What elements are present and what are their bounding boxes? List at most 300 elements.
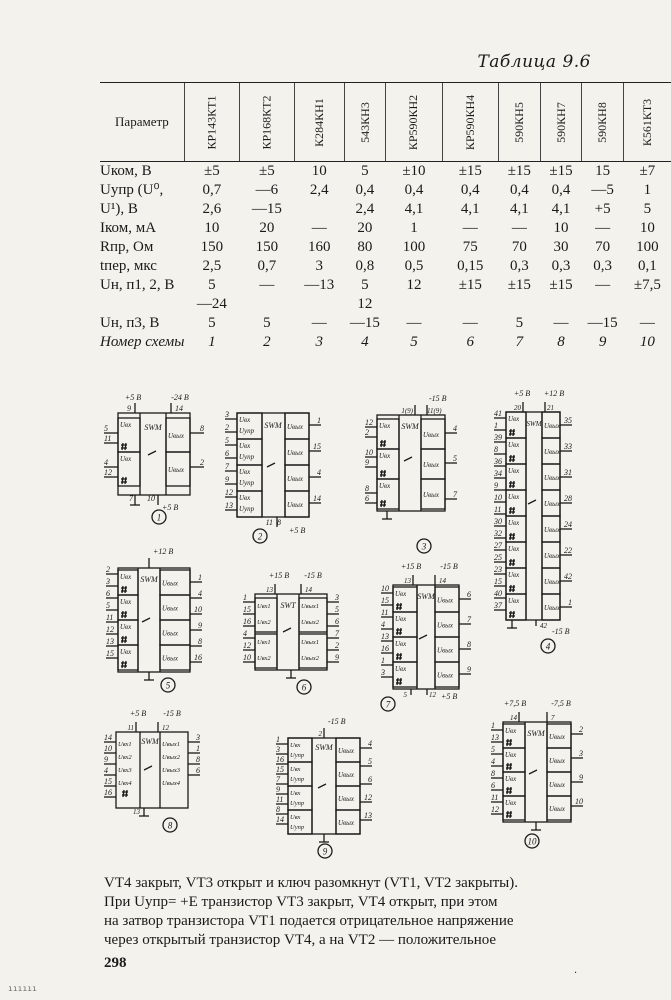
pin-number: 9 [225,475,229,484]
scheme-number: 7 [385,699,391,710]
output-label: Uвых [544,552,560,560]
diagram-label: Uвх [290,742,301,749]
cell-value: ±15 [549,163,573,179]
diagram-label: Uвых2 [301,619,320,626]
output-label: Uвых [423,461,439,469]
diagram-label: 12 [429,691,436,699]
chip-type: SWM [401,422,419,431]
hatch-symbol [384,470,385,477]
diagram-label: 14 [439,577,446,585]
input-label: Uвх [395,590,407,598]
pin-number: 13 [364,811,372,820]
hatch-symbol [400,628,401,635]
pin-number: 2 [579,725,583,734]
switch-symbol [528,500,536,504]
diagram-label: Uвх1 [118,741,132,748]
row-label: Uком, В [100,163,152,179]
input-label: Uвх [379,482,391,490]
pin-number: 8 [276,805,280,814]
hatch-symbol [397,628,398,635]
output-label: Uвых [437,596,453,605]
pin-number: 5 [225,436,229,445]
pin-number: 8 [491,769,495,778]
output-label: Uвых [162,629,178,638]
diagram-label: 42 [540,622,547,630]
diagram-label: Uвх1 [257,639,271,646]
cell-value: 0,3 [509,258,529,274]
pin-number: 5 [106,601,110,610]
cell-value: —15 [251,201,282,217]
cell-value: — [462,220,478,236]
output-label: Uвых [287,423,303,431]
column-header [624,83,671,162]
pin-number: 12 [225,488,233,497]
column-header-label: КР590КН2 [406,94,421,150]
cell-value: 0,3 [551,258,571,274]
output-label: Uвых [549,781,565,789]
output-label: Uвых [162,654,178,663]
pin-number: 9 [198,621,202,630]
pin-number: 7 [225,462,229,471]
cell-value: 12 [357,296,373,312]
pin-number: 4 [368,739,372,748]
scheme-number: 5 [410,334,418,350]
input-label: Uвх [508,519,520,527]
diagram-label: Uвх [290,814,301,821]
cell-value: 10 [639,220,655,236]
cell-value: 5 [208,315,216,331]
diagram-label: Uупр [290,776,305,783]
pin-number: 3 [579,749,583,758]
diagram-label: Uвх [239,468,251,476]
hatch-symbol [513,585,514,592]
output-label: Uвых [287,449,303,457]
column-header-label: КР168КТ2 [259,94,274,150]
pin-number: 10 [147,494,155,503]
pin-number: 13 [106,637,114,646]
pin-number: 6 [491,781,495,790]
scheme-number: 2 [263,334,271,350]
diagram-label: -15 В [328,717,346,726]
diagram-label: 12 [162,724,169,732]
cell-value: 5 [263,315,271,331]
cell-value: 12 [406,277,422,293]
pin-number: 3 [106,577,110,586]
cell-value: 0,15 [457,258,484,274]
cell-value: 20 [259,220,275,236]
hatch-symbol [510,811,511,818]
output-label: Uвых [437,646,453,655]
table-caption: Таблица 9.6 [477,52,591,72]
hatch-symbol [125,586,126,593]
diagram-label: +5 В [289,526,306,535]
output-label: Uвых [287,501,303,509]
output-label: Uвых [544,474,560,482]
pin-number: 10 [365,448,373,457]
pin-number: 4 [317,468,321,477]
hatch-symbol [510,455,511,462]
cell-value: 5 [361,163,369,179]
pin-number: 9 [276,785,280,794]
cell-value: 0,5 [404,258,424,274]
output-label: Uвых [338,819,354,827]
cell-value: 30 [553,239,569,255]
pin-number: 22 [564,546,572,555]
column-header-label: 590КН8 [595,101,610,143]
pin-number: 6 [196,766,200,775]
pin-number: 12 [243,641,251,650]
pin-number: 4 [381,620,385,629]
pin-number: 4 [198,589,202,598]
pin-number: 7 [276,775,280,784]
pin-number: 10 [243,653,251,662]
cell-value: ±10 [402,163,426,179]
switch-symbol [318,784,326,788]
switch-symbol [144,766,152,770]
input-label: Uвх [505,775,517,783]
row-label: Uн, п3, В [100,315,160,331]
diagram-label: -15 В [163,709,181,718]
hatch-symbol [513,559,514,566]
pin-number: 16 [104,788,112,797]
pin-number: 16 [243,617,251,626]
diagram-label: 13 [404,577,411,585]
hatch-symbol [400,603,401,610]
cell-value: 0,3 [593,258,613,274]
hatch-symbol [513,429,514,436]
diagram-label: Uвх4 [118,780,132,787]
pin-number: 39 [494,433,502,442]
pin-number: 10 [194,605,202,614]
cell-value [624,295,671,314]
chip-type: SWM [527,729,545,738]
diagram-label: 11(9) [427,407,442,415]
diagram-label: 13 [266,586,273,594]
hatch-symbol [507,811,508,818]
pin-number: 30 [494,517,502,526]
pin-number: 10 [494,493,502,502]
cell-value: — [259,277,275,293]
output-label: Uвых [287,475,303,483]
hatch-symbol [510,559,511,566]
scheme-number: 9 [598,334,607,350]
switch-symbol [419,635,427,639]
diagram-label: Uупр [239,427,255,435]
input-label: Uвх [508,571,520,579]
diagram-label: Uупр [239,479,255,487]
pin-number: 15 [313,442,321,451]
cell-value: — [311,220,327,236]
cell-value: 10 [204,220,220,236]
pin-number: 24 [564,520,572,529]
pin-number: 6 [106,589,110,598]
input-label: Uвх [508,467,520,475]
diagram-label: Uупр [290,800,305,807]
pin-number: 5 [453,454,457,463]
output-label: Uвых [544,422,560,430]
hatch-symbol [510,787,511,794]
output-label: Uвых [544,604,560,612]
chip-type: SWM [264,421,282,430]
pin-number: 9 [494,481,498,490]
diagram-label: Uвх [290,766,301,773]
cell-value: 1 [643,182,652,198]
pin-number: 32 [494,529,502,538]
output-label: Uвых [437,671,453,680]
input-label: Uвх [505,799,517,807]
chip-type: SWM [417,592,435,601]
output-label: Uвых [437,621,453,630]
column-header-label: КР143КТ1 [204,94,219,150]
switch-symbol [283,628,291,632]
cell-value: ±7 [639,163,656,179]
cell-value: —15 [587,315,618,331]
diagram-label: Uупр [290,752,305,759]
pin-number: 2 [200,458,204,467]
pin-number: 33 [564,442,572,451]
hatch-symbol [400,678,401,685]
pin-number: 8 [494,445,498,454]
scheme-number: 10 [639,334,655,350]
hatch-symbol [507,763,508,770]
pin-number: 11 [276,795,284,804]
input-label: Uвх [120,573,132,581]
diagram-label: 21 [547,404,554,412]
scheme-number: 6 [466,334,475,350]
diagram-label: Uвх [239,494,251,502]
input-label: Uвх [120,623,132,631]
scheme-number: 1 [208,334,216,350]
pin-number: 11 [494,505,502,514]
cell-value: 1 [410,220,418,236]
pin-number: 15 [243,605,251,614]
pin-number: 1 [491,721,495,730]
diagram-label: Uвых3 [162,767,181,774]
pin-number: 2 [225,423,229,432]
diagram-label: +15 В [268,571,290,580]
scheme-number: 2 [257,531,263,542]
output-label: Uвых [162,579,178,588]
cell-value: 2,5 [202,258,222,274]
diagram-label: +7,5 В [503,699,527,708]
pin-number: 3 [335,593,339,602]
cell-value: 5 [515,315,524,331]
input-label: Uвх [395,665,407,673]
cell-value: 4,1 [509,201,529,217]
switch-symbol [148,451,156,455]
body-line: VT4 закрыт, VT3 открыт и ключ разомкнут (VT1, VT2 закрыты). [104,875,518,891]
diagram-label: Uвх [290,790,301,797]
input-label: Uвх [508,493,520,501]
diagram-label: -15 В [552,627,570,636]
output-label: Uвых [544,448,560,456]
diagram-label: Uвых2 [301,655,320,662]
pin-number: 9 [365,458,369,467]
output-label: Uвых [544,526,560,534]
cell-value: 4,1 [460,201,480,217]
output-label: Uвых [338,795,354,803]
cell-value: 10 [553,220,569,236]
diagram-label: 1(9) [401,407,413,415]
chip-type: SWM [144,423,162,432]
diagram-label: Uвых4 [162,780,181,787]
pin-number: 8 [198,637,202,646]
input-label: Uвх [505,727,517,735]
diagram-label: Uвых1 [301,603,320,610]
hatch-symbol [507,787,508,794]
cell-value: 4,1 [551,201,571,217]
pin-number: 5 [491,745,495,754]
pin-number: 2 [365,428,369,437]
cell-value: 4,1 [404,201,424,217]
pin-number: 5 [368,757,372,766]
diagram-label: +5 В [513,389,531,398]
pin-number: 11 [104,434,112,443]
pin-number: 3 [381,668,385,677]
cell-value: 70 [595,239,611,255]
input-label: Uвх [379,422,391,430]
switch-symbol [142,618,150,622]
hatch-symbol [510,739,511,746]
hatch-symbol [384,500,385,507]
pin-number: 3 [276,745,280,754]
cell-value: —6 [255,182,279,198]
input-label: Uвх [379,452,391,460]
hatch-symbol [122,586,123,593]
pin-number: 7 [453,490,457,499]
diagram-label: +12 В [153,547,174,556]
cell-value: — [595,277,611,293]
cell-value: 5 [643,201,652,217]
cell-value: ±15 [458,277,482,293]
diagram-label: 13 [133,808,140,816]
row-label: Rпр, Ом [100,239,154,255]
pin-number: 6 [225,449,229,458]
pin-number: 9 [104,755,108,764]
pin-number: 2 [335,641,339,650]
diagram-label: -15 В [440,562,458,571]
pin-number: 14 [104,733,112,742]
pin-number: 1 [196,744,200,753]
cell-value: 0,7 [257,258,277,274]
pin-number: 3 [196,733,200,742]
diagram-label: Uвх3 [118,767,132,774]
cell-value: ±15 [507,277,531,293]
pin-number: 4 [491,757,495,766]
pin-number: 10 [381,584,389,593]
cell-value: —24 [196,296,227,312]
hatch-symbol [397,653,398,660]
diagram-label: +5 В [124,393,142,402]
cell-value: — [595,220,611,236]
diagram-label: Uвх [239,416,251,424]
pin-number: 1 [198,573,202,582]
hatch-symbol [122,443,123,450]
input-label: Uвх [120,421,132,429]
pin-number: 42 [564,572,572,581]
pin-number: 9 [127,404,131,413]
diagram-label: 11 [265,518,273,527]
cell-value: 5 [361,277,369,293]
hatch-symbol [510,611,511,618]
cell-value: — [406,315,422,331]
cell-value: 0,4 [460,182,480,198]
pin-number: 13 [225,501,233,510]
scheme-label: Номер схемы [100,334,185,350]
diagram-label: 14 [510,714,517,722]
pin-number: 4 [104,766,108,775]
cell-value: —13 [304,277,335,293]
cell-value: 0,7 [202,182,222,198]
hatch-symbol [510,429,511,436]
chip-type: SWT [280,601,296,610]
pin-number: 41 [494,409,502,418]
pin-number: 15 [106,649,114,658]
pin-number: 11 [106,613,114,622]
diagram-label: Uвых1 [162,741,181,748]
pin-number: 6 [467,590,471,599]
hatch-symbol [381,470,382,477]
cell-value: ±15 [549,277,573,293]
row-label: Uн, п1, 2, В [100,277,175,293]
pin-number: 36 [494,457,502,466]
hatch-symbol [381,500,382,507]
column-header-label: КР590КН4 [462,94,477,150]
cell-value: 100 [636,239,659,255]
pin-number: 23 [494,565,502,574]
cell-value: 0,4 [551,182,571,198]
hatch-symbol [397,603,398,610]
output-label: Uвых [544,578,560,586]
column-header-label: К284КН1 [311,97,326,147]
cell-value: —5 [591,182,614,198]
input-label: Uвх [120,648,132,656]
diagram-label: -24 В [171,393,189,402]
pin-number: 34 [494,469,502,478]
pin-number: 5 [104,424,108,433]
cell-value: —15 [349,315,380,331]
column-header-label: 590КН7 [553,101,568,143]
pin-number: 1 [494,421,498,430]
scheme-number: 3 [315,334,323,350]
row-label: tпер, мкс [100,258,157,274]
pin-number: 1 [317,416,321,425]
cell-value: 0,8 [355,258,375,274]
diagram-label: -15 В [429,394,447,403]
pin-number: 8 [200,424,204,433]
cell-value: ±15 [458,163,482,179]
cell-value: 2,4 [309,182,329,198]
hatch-symbol [126,790,127,797]
row-label: Iком, мА [100,220,157,236]
cell-value: — [511,220,527,236]
input-label: Uвх [508,415,520,423]
pin-number: 8 [196,755,200,764]
switch-symbol [267,463,275,467]
pin-number: 31 [564,468,572,477]
hatch-symbol [125,636,126,643]
input-label: Uвх [508,441,520,449]
hatch-symbol [510,585,511,592]
scheme-number: 10 [527,836,537,847]
page-number: 298 [104,955,127,971]
diagram-label: Uупр [239,453,255,461]
cell-value: 80 [357,239,373,255]
pin-number: 1 [568,598,572,607]
output-label: Uвых [338,771,354,779]
column-header-label: К561КТ3 [640,98,655,146]
hatch-symbol [513,611,514,618]
